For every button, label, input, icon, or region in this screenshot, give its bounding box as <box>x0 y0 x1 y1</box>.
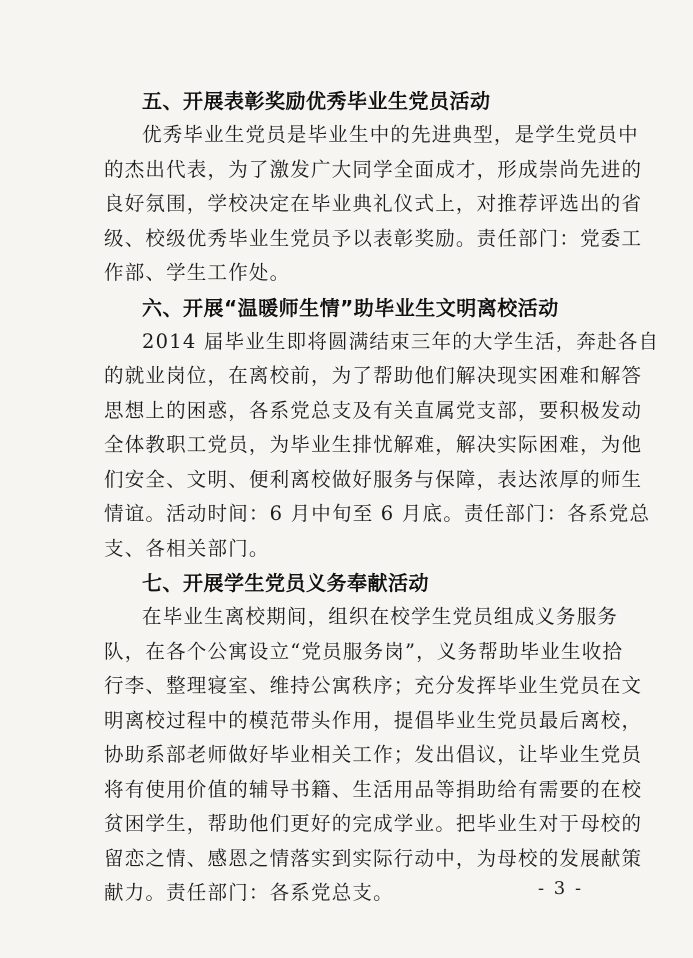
section-6 <box>104 291 660 567</box>
section-5 <box>104 84 643 291</box>
paragraph-line: 协助系部老师做好毕业相关工作；发出倡议，让毕业生党员 <box>104 743 643 766</box>
section-paragraph <box>104 118 643 291</box>
section-heading: 六、开展“温暖师生情”助毕业生文明离校活动 <box>142 295 559 320</box>
document-body <box>104 84 660 911</box>
paragraph-line: 们安全、文明、便利离校做好服务与保障，表达浓厚的师生 <box>104 467 643 491</box>
paragraph-line: 良好氛围，学校决定在毕业典礼仪式上，对推荐评选出的省 <box>104 192 643 215</box>
paragraph-line: 作部、学生工作处。 <box>104 261 291 284</box>
paragraph-line: 支、各相关部门。 <box>104 536 270 560</box>
paragraph-line: 献力。责任部门：各系党总支。 <box>104 881 394 904</box>
paragraph-line: 优秀毕业生党员是毕业生中的先进典型，是学生党员中 <box>142 123 639 146</box>
section-heading: 七、开展学生党员义务奉献活动 <box>142 571 429 595</box>
paragraph-line: 2014 届毕业生即将圆满结束三年的大学生活，奔赴各自 <box>142 329 660 353</box>
paragraph-line: 级、校级优秀毕业生党员予以表彰奖励。责任部门：党委工 <box>104 226 643 250</box>
paragraph-line: 的就业岗位，在离校前，为了帮助他们解决现实困难和解答 <box>104 364 643 387</box>
paragraph-line: 行李、整理寝室、维持公寓秩序；充分发挥毕业生党员在文 <box>104 674 643 697</box>
section-heading: 五、开展表彰奖励优秀毕业生党员活动 <box>142 89 491 113</box>
paragraph-line: 情谊。活动时间：6 月中旬至 6 月底。责任部门：各系党总 <box>104 502 651 525</box>
paragraph-line: 全体教职工党员，为毕业生排忧解难，解决实际困难，为他 <box>104 433 643 456</box>
paragraph-line: 在毕业生离校期间，组织在校学生党员组成义务服务 <box>142 605 619 628</box>
paragraph-line: 留恋之情、感恩之情落实到实际行动中，为母校的发展献策 <box>104 846 643 870</box>
paragraph-line: 贫困学生，帮助他们更好的完成学业。把毕业生对于母校的 <box>104 812 643 835</box>
section-paragraph <box>104 325 660 567</box>
section-paragraph <box>104 600 643 911</box>
paragraph-line: 思想上的困惑，各系党总支及有关直属党支部，要积极发动 <box>104 398 643 422</box>
paragraph-line: 队，在各个公寓设立“党员服务岗”，义务帮助毕业生收拾 <box>104 639 624 663</box>
paragraph-line: 的杰出代表，为了激发广大同学全面成才，形成崇尚先进的 <box>104 157 643 181</box>
paragraph-line: 明离校过程中的模范带头作用，提倡毕业生党员最后离校， <box>104 708 643 732</box>
paragraph-line: 将有使用价值的辅导书籍、生活用品等捐助给有需要的在校 <box>104 777 643 801</box>
page-number: - 3 - <box>538 878 584 899</box>
section-7 <box>104 566 643 911</box>
